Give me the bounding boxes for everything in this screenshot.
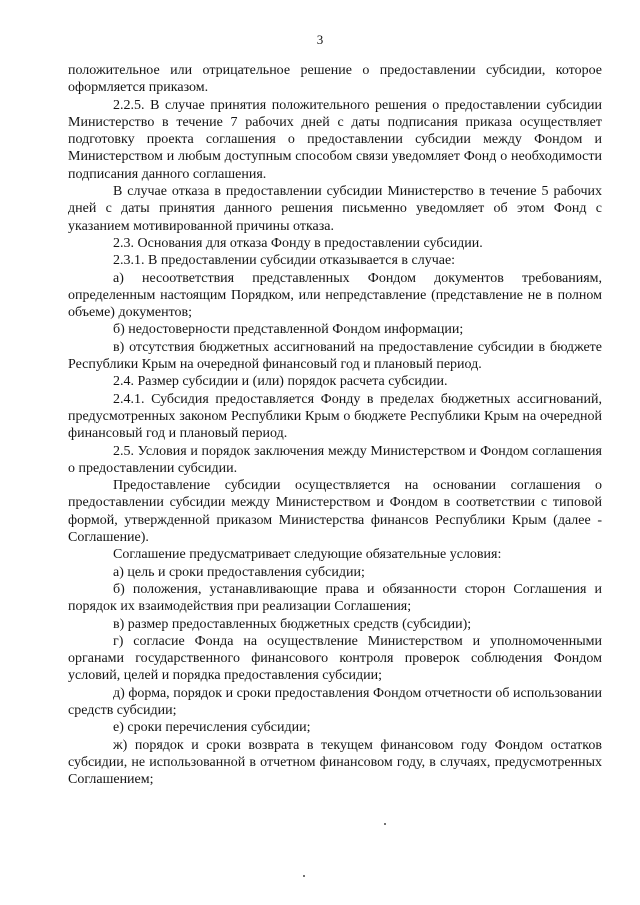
paragraph-agreement-basis: Предоставление субсидии осуществляется на основании соглашения о предоставлении субсидии между Министерством и Фондом в соответствии с типовой формой, утвержденной приказом Министерства финансов Республики Крым (далее - Соглашение). [68,478,602,546]
paragraph-2-3-1-v: в) отсутствия бюджетных ассигнований на предоставление субсидии в бюджете Республики Крым на очередной финансовый год и плановый период. [68,339,602,373]
paragraph-agreement-conditions: Соглашение предусматривает следующие обязательные условия: [113,547,502,563]
condition-zh: ж) порядок и сроки возврата в текущем финансовом году Фондом остатков субсидии, не использованной в отчетном финансовом году, в случаях, предусмотренных Соглашением; [68,737,602,788]
condition-e: е) сроки перечисления субсидии; [113,720,311,736]
condition-b: б) положения, устанавливающие права и обязанности сторон Соглашения и порядок их взаимодействия при реализации Соглашения; [68,581,602,615]
paragraph-continuation: положительное или отрицательное решение о предоставлении субсидии, которое оформляется приказом. [68,63,602,96]
paragraph-2-3-1-a: а) несоответствия представленных Фондом документов требованиям, определенным настоящим Порядком, или непредставление (представление не в полном объеме) документов; [68,270,602,321]
scan-speck [384,823,386,825]
paragraph-2-4-1: 2.4.1. Субсидия предоставляется Фонду в пределах бюджетных ассигнований, предусмотренных законом Республики Крым о бюджете Республики Крым на очередной финансовый год и плановый период. [68,391,602,442]
paragraph-2-2-5: 2.2.5. В случае принятия положительного решения о предоставлении субсидии Министерство в течение 7 рабочих дней с даты подписания приказа осуществляет подготовку проекта соглашения о предоставлении субсидии между Фондом и Министерством и любым доступным способом связи уведомляет Фонд о необходимости подписания данного соглашения. [68,97,602,182]
paragraph-2-3-1: 2.3.1. В предоставлении субсидии отказывается в случае: [113,253,456,269]
condition-d: д) форма, порядок и сроки предоставления Фондом отчетности об использовании средств субсидии; [68,685,602,718]
document-body [68,62,602,788]
paragraph-2-5: 2.5. Условия и порядок заключения между Министерством и Фондом соглашения о предоставлении субсидии. [68,443,602,476]
paragraph-refusal-notice: В случае отказа в предоставлении субсидии Министерство в течение 5 рабочих дней с даты принятия данного решения письменно уведомляет об этом Фонд с указанием мотивированной причины отказа. [68,184,602,234]
paragraph-2-3-1-b: б) недостоверности представленной Фондом информации; [113,322,464,338]
paragraph-2-4: 2.4. Размер субсидии и (или) порядок расчета субсидии. [113,374,448,390]
scan-speck [303,875,305,877]
condition-v: в) размер предоставленных бюджетных средств (субсидии); [113,616,472,632]
condition-a: а) цель и сроки предоставления субсидии; [113,564,365,580]
page-number: 3 [316,32,324,47]
condition-g: г) согласие Фонда на осуществление Министерством и уполномоченными органами государственного финансового контроля проверок соблюдения Фондом условий, целей и порядка предоставления субсидии; [68,633,602,684]
paragraph-2-3: 2.3. Основания для отказа Фонду в предоставлении субсидии. [113,235,483,251]
